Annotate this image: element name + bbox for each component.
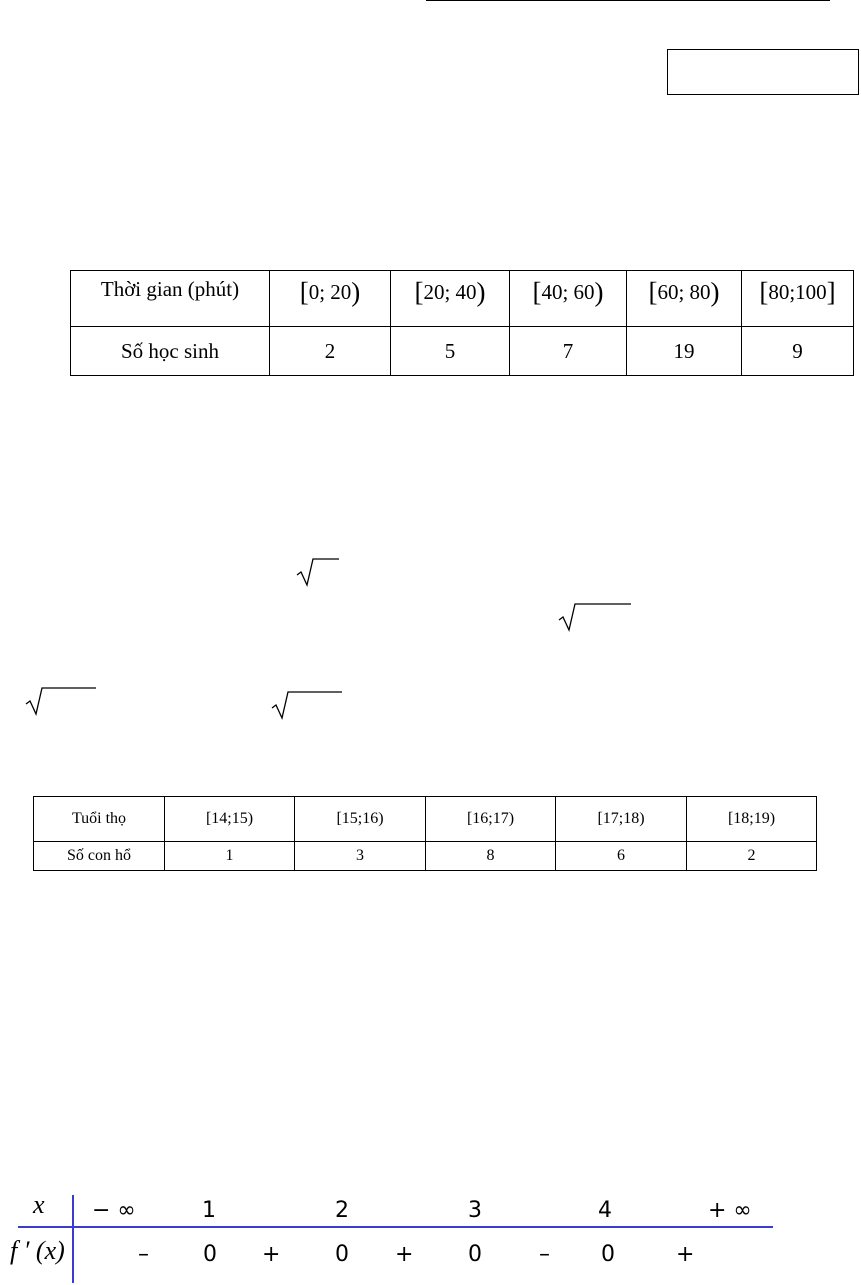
age-interval-3: [16;17) — [426, 797, 556, 842]
x-value-3: 3 — [468, 1198, 482, 1223]
sign-zero-2: 0 — [335, 1242, 349, 1267]
tiger-count-1: 1 — [165, 842, 295, 871]
count-cell-3: 7 — [510, 327, 627, 376]
study-time-table — [70, 270, 854, 376]
count-cell-1: 2 — [270, 327, 391, 376]
age-interval-4: [17;18) — [556, 797, 687, 842]
sign-plus-2: + — [395, 1242, 414, 1267]
sign-minus-2: – — [539, 1242, 550, 1267]
age-interval-5: [18;19) — [687, 797, 817, 842]
tiger-count-2: 3 — [295, 842, 426, 871]
age-interval-2: [15;16) — [295, 797, 426, 842]
count-cell-4: 19 — [627, 327, 742, 376]
count-cell-2: 5 — [391, 327, 510, 376]
sign-table-horizontal-rule — [18, 1226, 773, 1228]
table-row-label-students: Số học sinh — [71, 327, 270, 376]
age-interval-1: [14;15) — [165, 797, 295, 842]
count-cell-5: 9 — [742, 327, 854, 376]
sqrt-symbol-3 — [24, 686, 98, 718]
x-value-1: 1 — [202, 1198, 216, 1223]
x-value-4: 4 — [598, 1198, 612, 1223]
tiger-age-table — [33, 796, 817, 871]
sign-plus-1: + — [262, 1242, 281, 1267]
exam-code-box — [667, 49, 859, 95]
sign-zero-1: 0 — [203, 1242, 217, 1267]
sign-zero-3: 0 — [468, 1242, 482, 1267]
sqrt-symbol-2 — [557, 602, 633, 634]
sign-plus-3: + — [676, 1242, 695, 1267]
table-header-age: Tuổi thọ — [34, 797, 165, 842]
table-header-time: Thời gian (phút) — [71, 271, 270, 327]
sqrt-symbol-1 — [295, 557, 341, 589]
sign-table-deriv-label: f ′ (x) — [10, 1236, 65, 1265]
sign-zero-4: 0 — [601, 1242, 615, 1267]
sign-table-x-label: x — [33, 1190, 45, 1219]
interval-cell-4: [60; 80) — [627, 271, 742, 327]
interval-cell-2: [20; 40) — [391, 271, 510, 327]
x-value-2: 2 — [335, 1198, 349, 1223]
sign-minus-1: – — [138, 1242, 149, 1267]
tiger-count-5: 2 — [687, 842, 817, 871]
sign-table-vertical-rule — [72, 1195, 74, 1283]
table-row-label-tigers: Số con hổ — [34, 842, 165, 871]
interval-cell-1: [0; 20) — [270, 271, 391, 327]
sqrt-symbol-4 — [270, 690, 344, 722]
x-value-neg-infinity: − ∞ — [92, 1198, 136, 1223]
tiger-count-3: 8 — [426, 842, 556, 871]
interval-cell-5: [80;100] — [742, 271, 854, 327]
interval-cell-3: [40; 60) — [510, 271, 627, 327]
x-value-pos-infinity: + ∞ — [708, 1198, 752, 1223]
header-rule — [426, 0, 830, 1]
tiger-count-4: 6 — [556, 842, 687, 871]
